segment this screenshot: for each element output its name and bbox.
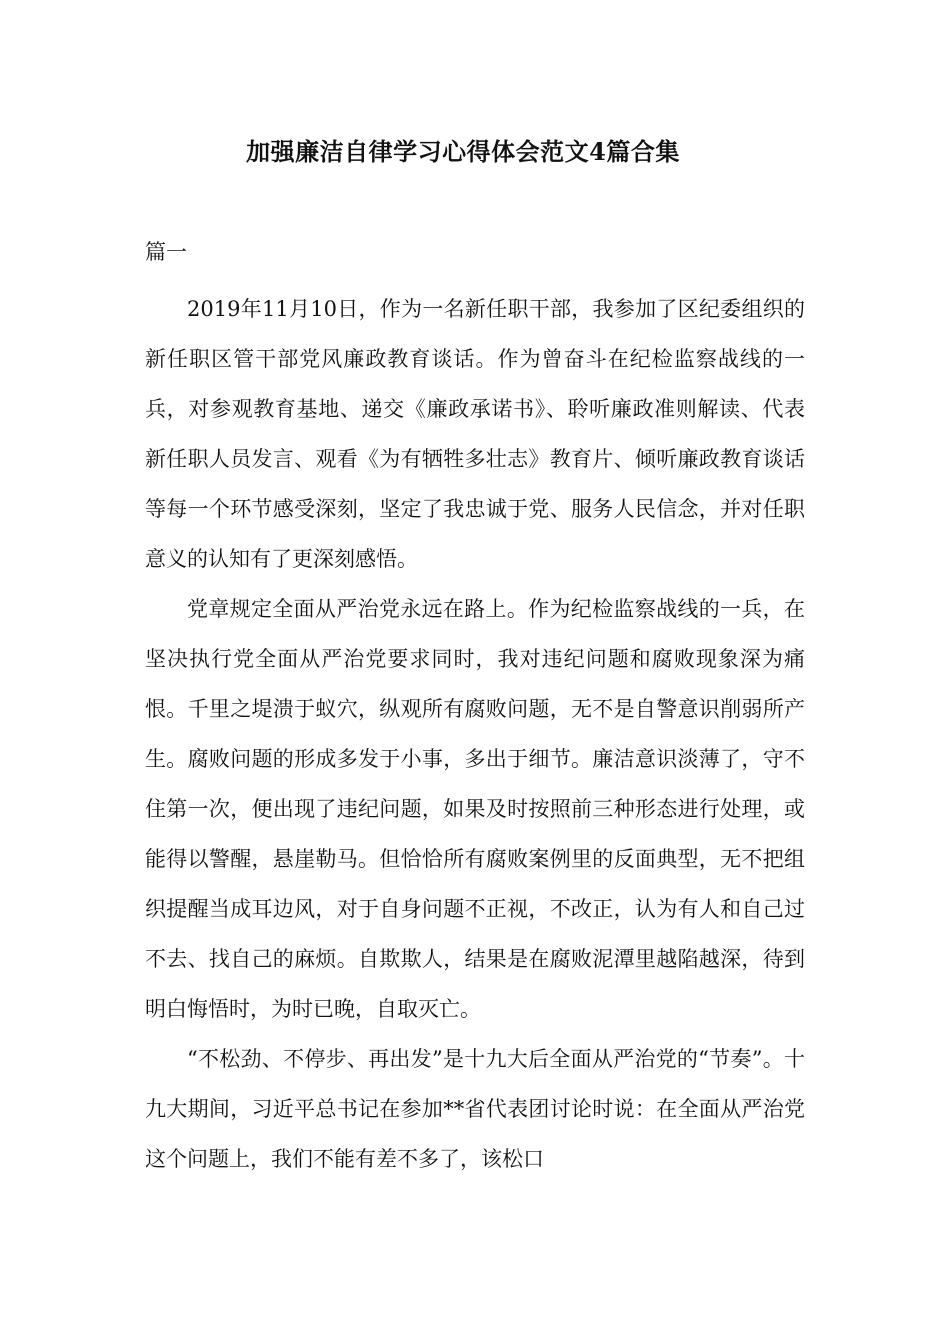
- section-heading: 篇一: [145, 240, 187, 264]
- paragraph-1: 2019年11月10日，作为一名新任职干部，我参加了区纪委组织的新任职区管干部党风廉政教育谈话。作为曾奋斗在纪检监察战线的一兵，对参观教育基地、递交《廉政承诺书》、聆听廉政准则解读、代表新任职人员发言、观看《为有牺牲多壮志》教育片、倾听廉政教育谈话等每一个环节感受深刻，坚定了我忠诚于党、服务人民信念，并对任职意义的认知有了更深刻感悟。: [145, 297, 805, 571]
- document-title: 加强廉洁自律学习心得体会范文4篇合集: [246, 137, 680, 166]
- paragraph-2: 党章规定全面从严治党永远在路上。作为纪检监察战线的一兵，在坚决执行党全面从严治党要求同时，我对违纪问题和腐败现象深为痛恨。千里之堤溃于蚁穴，纵观所有腐败问题，无不是自警意识削弱所产生。腐败问题的形成多发于小事，多出于细节。廉洁意识淡薄了，守不住第一次，便出现了违纪问题，如果及时按照前三种形态进行处理，或能得以警醒，悬崖勒马。但恰恰所有腐败案例里的反面典型，无不把组织提醒当成耳边风，对于自身问题不正视，不改正，认为有人和自己过不去、找自己的麻烦。自欺欺人，结果是在腐败泥潭里越陷越深，待到明白悔悟时，为时已晚，自取灭亡。: [145, 597, 805, 1021]
- paragraph-3: “不松劲、不停步、再出发”是十九大后全面从严治党的“节奏”。十九大期间，习近平总书记在参加**省代表团讨论时说：在全面从严治党这个问题上，我们不能有差不多了，该松口: [145, 1047, 805, 1171]
- document-body: [145, 284, 805, 1184]
